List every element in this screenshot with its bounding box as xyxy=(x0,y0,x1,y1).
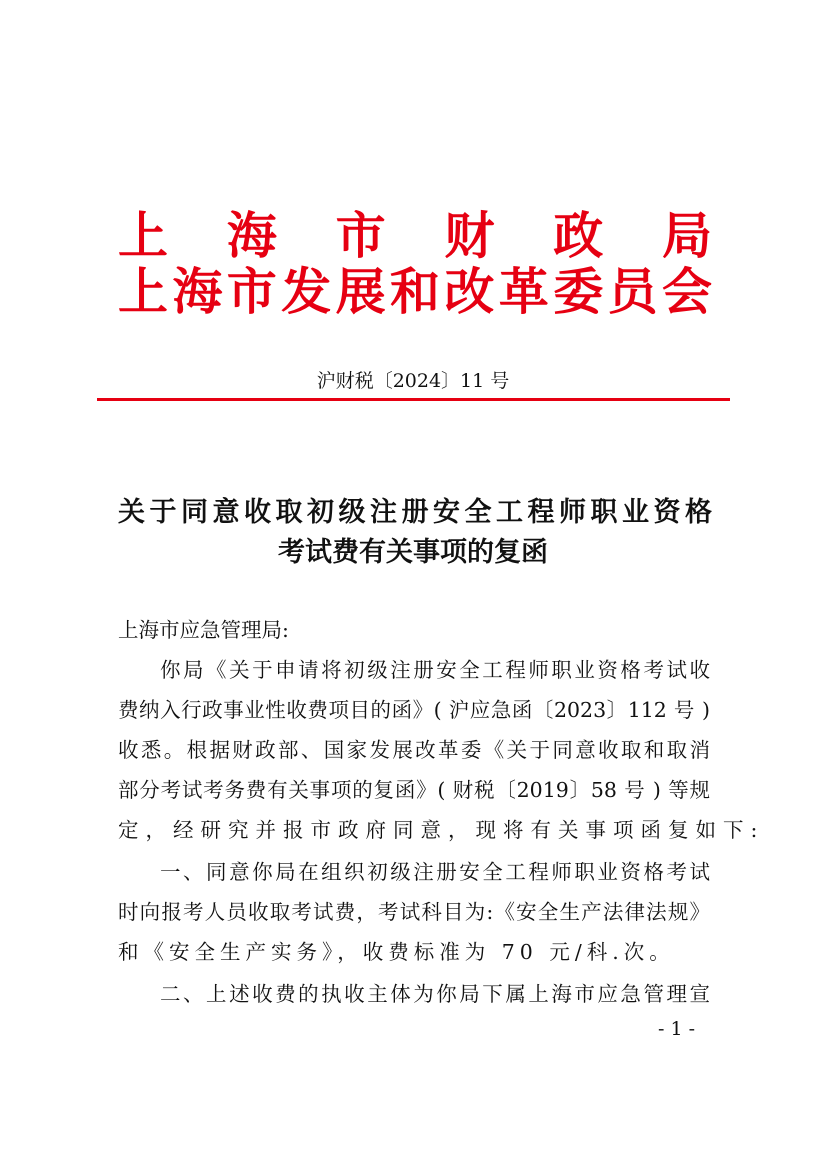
addressee: 上海市应急管理局: xyxy=(118,618,289,642)
red-divider xyxy=(97,398,730,401)
body-line: 定，经研究并报市政府同意，现将有关事项函复如下: xyxy=(118,818,765,842)
body-line: 费纳入行政事业性收费项目的函》( 沪应急函〔2023〕112 号 ) xyxy=(118,698,710,722)
page-number: - 1 - xyxy=(658,1018,696,1040)
body-line: 一、同意你局在组织初级注册安全工程师职业资格考试 xyxy=(160,860,710,884)
body-line: 部分考试考务费有关事项的复函》( 财税〔2019〕58 号 ) 等规 xyxy=(118,778,710,802)
document-number: 沪财税〔2024〕11 号 xyxy=(316,370,510,392)
body-line: 和《安全生产实务》，收费标准为 70 元/科.次。 xyxy=(118,940,675,964)
body-line: 二、上述收费的执收主体为你局下属上海市应急管理宣 xyxy=(160,982,710,1006)
body-line: 你局《关于申请将初级注册安全工程师职业资格考试收 xyxy=(160,658,710,682)
document-title-line2: 考试费有关事项的复函 xyxy=(278,537,548,568)
document-title-line1: 关于同意收取初级注册安全工程师职业资格 xyxy=(118,497,712,528)
body-line: 时向报考人员收取考试费，考试科目为:《安全生产法律法规》 xyxy=(118,900,710,924)
body-line: 收悉。根据财政部、国家发展改革委《关于同意收取和取消 xyxy=(118,738,710,762)
issuing-org-development-commission: 上海市发展和改革委员会 xyxy=(118,262,712,321)
issuing-org-finance-bureau: 上海市财政局 xyxy=(118,206,712,265)
